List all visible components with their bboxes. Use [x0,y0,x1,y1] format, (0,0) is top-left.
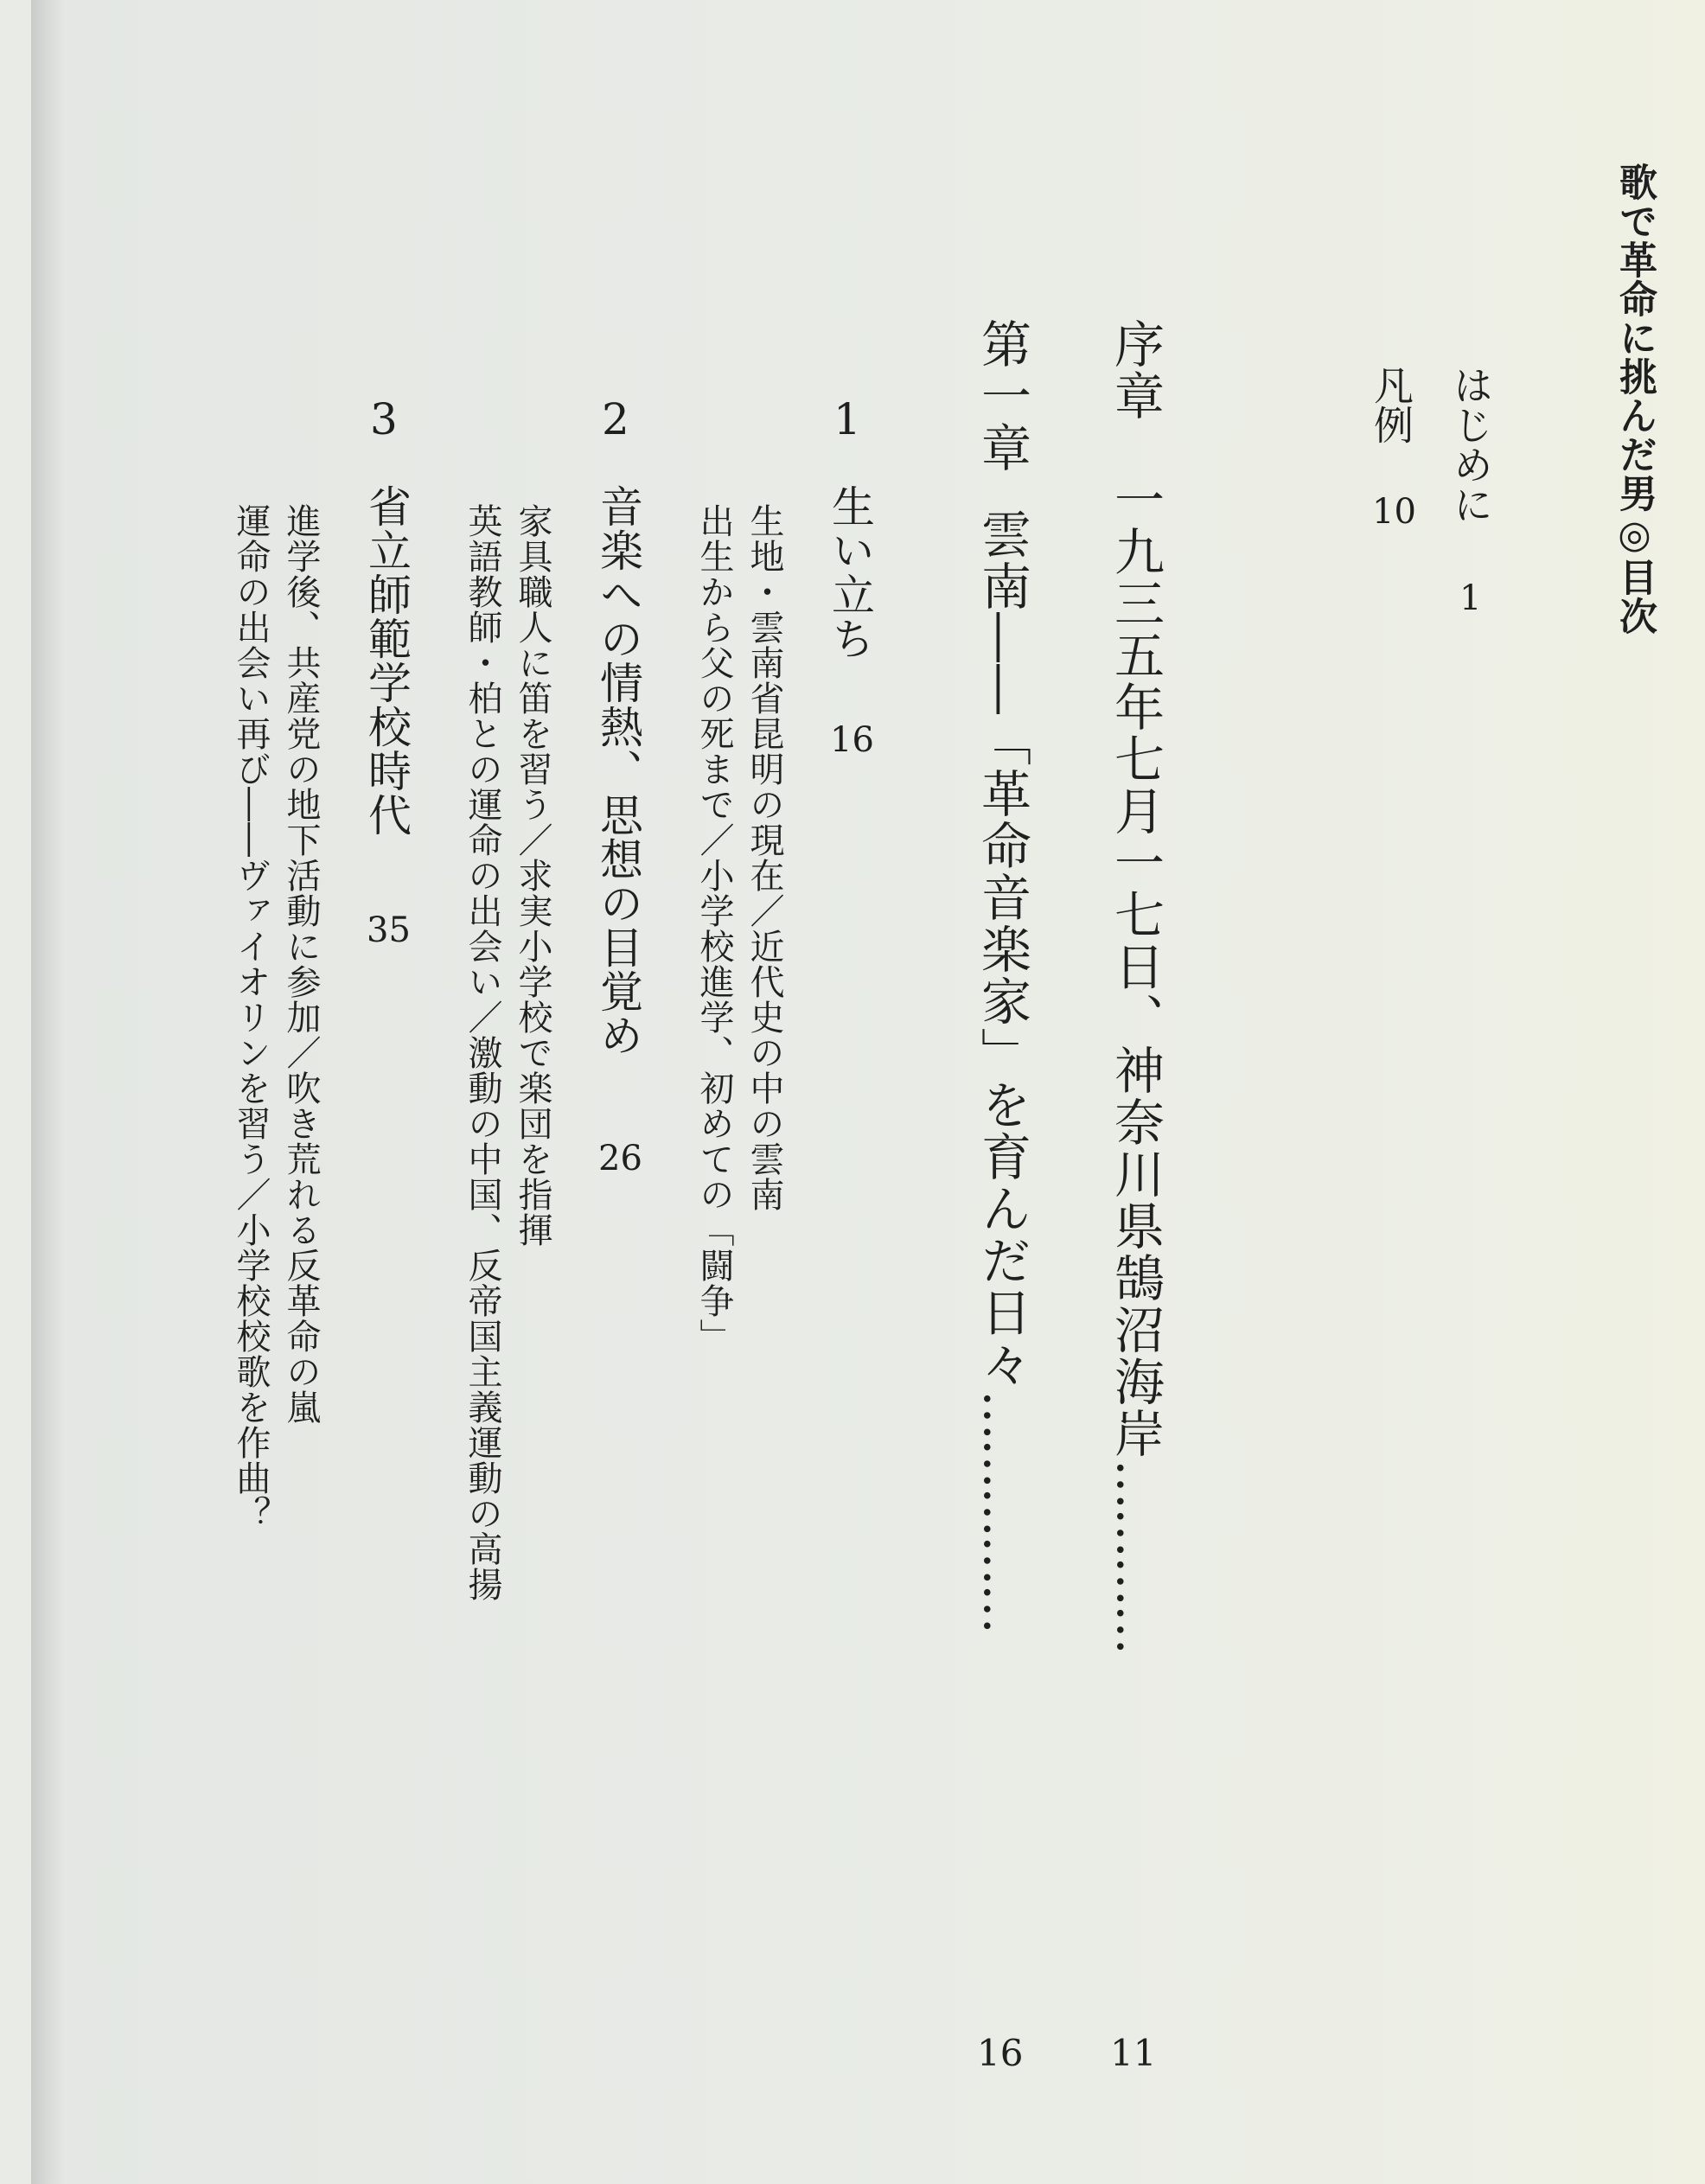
section1-line2: 出生から父の死まで／小学校進学、初めての「闘争」 [694,503,734,1354]
section3-number: 3 [370,394,398,444]
section3-line1: 進学後、共産党の地下活動に参加／吹き荒れる反革命の嵐 [281,503,321,1425]
front-matter-hanrei: 凡例 [1368,365,1414,444]
chapter1-label: 第一章 [973,318,1031,474]
chapter1-page: 16 [977,2032,1024,2074]
section2-line2: 英語教師・柏との運命の出会い／激動の中国、反帝国主義運動の高揚 [463,503,502,1602]
section3-title: 省立師範学校時代 [361,484,412,837]
front-matter-hajimeni: はじめに [1447,365,1494,524]
chapter1-title-text: 雲南――「革命音楽家」を育んだ日々 [973,508,1031,1390]
chapter1-leader: …………… [973,1390,1031,1632]
section2-title: 音楽への情熱、思想の目覚め [593,484,643,1057]
prologue-title [1106,474,1165,1653]
chapter1-title [973,508,1031,1632]
section2-page: 26 [598,1139,642,1178]
section3-page: 35 [367,910,411,950]
section2-line1: 家具職人に笛を習う／求実小学校で楽団を指揮 [513,503,552,1248]
section1-page: 16 [830,720,874,760]
book-title: 歌で革命に挑んだ男◎目次 [1612,163,1657,635]
prologue-leader: ………… [1106,1459,1165,1653]
prologue-title-text: 一九三五年七月一七日、神奈川県鵠沼海岸 [1106,474,1165,1459]
front-matter-hanrei-page: 10 [1372,492,1416,532]
section3-line2: 運命の出会い再び――ヴァイオリンを習う／小学校校歌を作曲？ [231,503,271,1531]
section1-line1: 生地・雲南省昆明の現在／近代史の中の雲南 [744,503,784,1212]
section1-title: 生い立ち [825,484,875,661]
prologue-page: 11 [1110,2032,1157,2074]
section2-number: 2 [602,394,629,444]
toc-page [31,0,1705,2184]
front-matter-hajimeni-page: 1 [1459,578,1482,618]
prologue-label: 序章 [1106,318,1165,422]
section1-number: 1 [833,394,861,444]
page-edge-shadow [31,0,66,2184]
